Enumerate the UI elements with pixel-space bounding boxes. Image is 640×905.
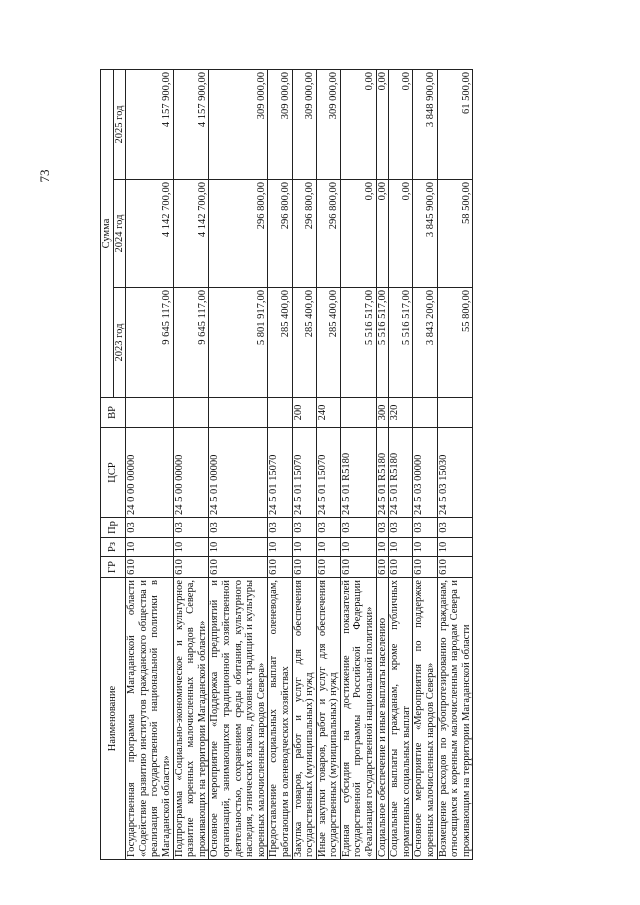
cell-2023: 5 801 917,00 xyxy=(209,288,268,398)
cell-gr: 610 xyxy=(340,557,376,578)
cell-pr: 03 xyxy=(292,518,316,538)
cell-csr: 24 5 03 15030 xyxy=(437,428,473,518)
cell-vr xyxy=(413,398,437,428)
cell-vr xyxy=(209,398,268,428)
cell-2025: 0,00 xyxy=(340,70,376,180)
cell-vr: 300 xyxy=(376,398,389,428)
cell-rz: 10 xyxy=(268,538,292,557)
cell-2023: 55 800,00 xyxy=(437,288,473,398)
cell-csr: 24 5 03 00000 xyxy=(413,428,437,518)
cell-pr: 03 xyxy=(376,518,389,538)
cell-name: Закупка товаров, работ и услуг для обеспечения государственных (муниципальных) нужд xyxy=(292,578,316,860)
cell-csr: 24 5 01 R5180 xyxy=(340,428,376,518)
cell-2025: 4 157 900,00 xyxy=(173,70,209,180)
cell-2025: 309 000,00 xyxy=(292,70,316,180)
cell-rz: 10 xyxy=(292,538,316,557)
header-2024: 2024 год xyxy=(113,180,126,288)
cell-rz: 10 xyxy=(173,538,209,557)
cell-name: Подпрограмма «Социально-экономическое и культурное развитие коренных малочисленных народов Севера, проживающих на территории Магаданской области» xyxy=(173,578,209,860)
cell-2023: 3 843 200,00 xyxy=(413,288,437,398)
cell-2025: 0,00 xyxy=(376,70,389,180)
cell-gr: 610 xyxy=(126,557,173,578)
cell-pr: 03 xyxy=(389,518,413,538)
cell-2023: 285 400,00 xyxy=(292,288,316,398)
cell-2024: 296 800,00 xyxy=(316,180,340,288)
header-vr: ВР xyxy=(101,398,126,428)
cell-name: Социальные выплаты гражданам, кроме публичных нормативных социальных выплат xyxy=(389,578,413,860)
cell-csr: 24 5 01 15070 xyxy=(292,428,316,518)
table-row xyxy=(173,70,209,860)
cell-gr: 610 xyxy=(316,557,340,578)
cell-2025: 61 500,00 xyxy=(437,70,473,180)
table-row xyxy=(340,70,376,860)
budget-table xyxy=(100,69,473,860)
table-row xyxy=(389,70,413,860)
cell-name: Государственная программа Магаданской области «Содействие развитию институтов гражданского общества и реализация государственной национальной политики в Магаданской области» xyxy=(126,578,173,860)
cell-rz: 10 xyxy=(376,538,389,557)
cell-vr xyxy=(437,398,473,428)
cell-name: Предоставление социальных выплат оленеводам, работающим в оленеводческих хозяйствах xyxy=(268,578,292,860)
cell-2025: 4 157 900,00 xyxy=(126,70,173,180)
cell-2024: 4 142 700,00 xyxy=(173,180,209,288)
cell-pr: 03 xyxy=(413,518,437,538)
cell-pr: 03 xyxy=(316,518,340,538)
cell-pr: 03 xyxy=(268,518,292,538)
cell-2023: 9 645 117,00 xyxy=(126,288,173,398)
cell-pr: 03 xyxy=(126,518,173,538)
header-sum: Сумма xyxy=(101,70,114,398)
cell-vr xyxy=(173,398,209,428)
header-2023: 2023 год xyxy=(113,288,126,398)
cell-2024: 4 142 700,00 xyxy=(126,180,173,288)
cell-csr: 24 5 01 00000 xyxy=(209,428,268,518)
table-row xyxy=(126,70,173,860)
cell-pr: 03 xyxy=(340,518,376,538)
cell-name: Социальное обеспечение и иные выплаты населению xyxy=(376,578,389,860)
cell-vr: 200 xyxy=(292,398,316,428)
cell-2023: 9 645 117,00 xyxy=(173,288,209,398)
table-row xyxy=(376,70,389,860)
budget-table-container xyxy=(100,70,625,860)
cell-2023: 5 516 517,00 xyxy=(340,288,376,398)
cell-2024: 0,00 xyxy=(340,180,376,288)
cell-csr: 24 5 01 15070 xyxy=(316,428,340,518)
cell-rz: 10 xyxy=(437,538,473,557)
cell-rz: 10 xyxy=(340,538,376,557)
cell-vr: 320 xyxy=(389,398,413,428)
cell-name: Возмещение расходов по зубопротезированию гражданам, относящимся к коренным малочисленным народам Севера и проживающим на территории Магаданской области xyxy=(437,578,473,860)
cell-vr xyxy=(340,398,376,428)
header-2025: 2025 год xyxy=(113,70,126,180)
cell-2025: 0,00 xyxy=(389,70,413,180)
table-row xyxy=(292,70,316,860)
cell-pr: 03 xyxy=(437,518,473,538)
cell-rz: 10 xyxy=(209,538,268,557)
table-row xyxy=(413,70,437,860)
table-row xyxy=(268,70,292,860)
table-row xyxy=(437,70,473,860)
cell-gr: 610 xyxy=(389,557,413,578)
header-pr: Пр xyxy=(101,518,126,538)
cell-gr: 610 xyxy=(292,557,316,578)
cell-2023: 5 516 517,00 xyxy=(389,288,413,398)
cell-csr: 24 5 01 15070 xyxy=(268,428,292,518)
cell-rz: 10 xyxy=(126,538,173,557)
table-row xyxy=(316,70,340,860)
cell-2025: 309 000,00 xyxy=(268,70,292,180)
header-gr: ГР xyxy=(101,557,126,578)
header-rz: Рз xyxy=(101,538,126,557)
cell-2024: 58 500,00 xyxy=(437,180,473,288)
cell-csr: 24 0 00 00000 xyxy=(126,428,173,518)
cell-2024: 0,00 xyxy=(389,180,413,288)
cell-2024: 296 800,00 xyxy=(268,180,292,288)
cell-2025: 309 000,00 xyxy=(316,70,340,180)
cell-pr: 03 xyxy=(209,518,268,538)
cell-2024: 296 800,00 xyxy=(209,180,268,288)
cell-vr xyxy=(126,398,173,428)
cell-rz: 10 xyxy=(316,538,340,557)
cell-gr: 610 xyxy=(437,557,473,578)
cell-csr: 24 5 01 R5180 xyxy=(389,428,413,518)
cell-2023: 5 516 517,00 xyxy=(376,288,389,398)
cell-csr: 24 5 01 R5180 xyxy=(376,428,389,518)
cell-gr: 610 xyxy=(268,557,292,578)
page-number: 73 xyxy=(37,169,52,183)
cell-2024: 296 800,00 xyxy=(292,180,316,288)
cell-rz: 10 xyxy=(389,538,413,557)
cell-pr: 03 xyxy=(173,518,209,538)
header-csr: ЦСР xyxy=(101,428,126,518)
cell-2024: 3 845 900,00 xyxy=(413,180,437,288)
cell-vr xyxy=(268,398,292,428)
header-row-top xyxy=(101,70,114,860)
cell-gr: 610 xyxy=(209,557,268,578)
cell-2024: 0,00 xyxy=(376,180,389,288)
cell-name: Основное мероприятие «Мероприятия по поддержке коренных малочисленных народов Севера» xyxy=(413,578,437,860)
cell-gr: 610 xyxy=(376,557,389,578)
cell-vr: 240 xyxy=(316,398,340,428)
cell-2023: 285 400,00 xyxy=(316,288,340,398)
cell-name: Иные закупки товаров, работ и услуг для обеспечения государственных (муниципальных) нужд xyxy=(316,578,340,860)
cell-csr: 24 5 00 00000 xyxy=(173,428,209,518)
cell-2023: 285 400,00 xyxy=(268,288,292,398)
cell-gr: 610 xyxy=(173,557,209,578)
cell-2025: 309 000,00 xyxy=(209,70,268,180)
cell-name: Единая субсидия на достижение показателей государственной программы Российской Федерации «Реализация государственной национальной политики» xyxy=(340,578,376,860)
cell-2025: 3 848 900,00 xyxy=(413,70,437,180)
cell-name: Основное мероприятие «Поддержка предприятий и организаций, занимающихся традиционной хозяйственной деятельностью, сохранением среды обитания, культурного наследия, этнических языков, духовных традиций и культуры коренных малочисленных народов Севера» xyxy=(209,578,268,860)
cell-rz: 10 xyxy=(413,538,437,557)
table-row xyxy=(209,70,268,860)
header-name: Наименование xyxy=(101,578,126,860)
cell-gr: 610 xyxy=(413,557,437,578)
